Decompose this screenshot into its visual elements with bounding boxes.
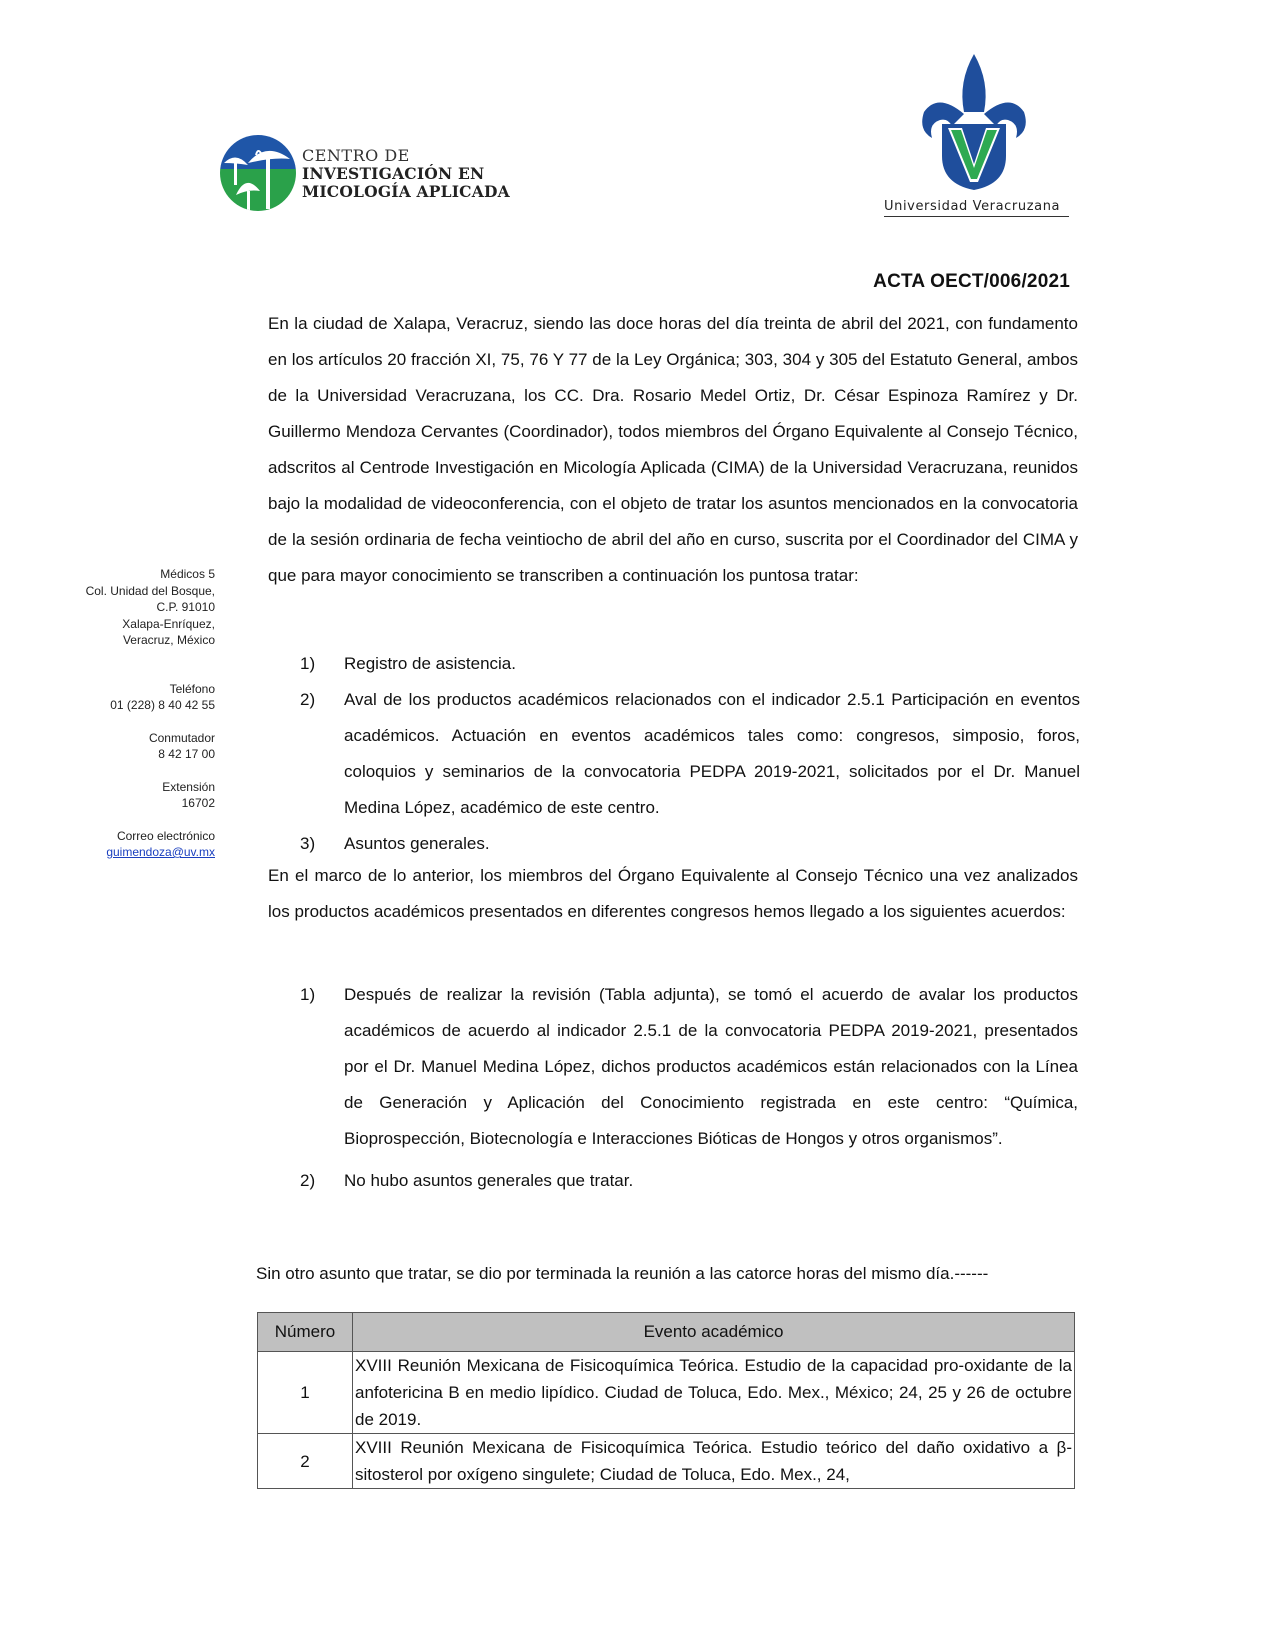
phone-label: Teléfono: [169, 681, 215, 696]
column-header-number: Número: [258, 1313, 353, 1352]
cima-name-line3: MICOLOGÍA APLICADA: [302, 182, 510, 201]
agreement-item: [300, 977, 1078, 1157]
agenda-item: [300, 646, 1080, 682]
uv-name-underline: [884, 216, 1069, 217]
address-line: Médicos 5: [160, 567, 215, 581]
cima-logo: [218, 133, 298, 213]
row-number: 2: [258, 1434, 353, 1489]
email-link[interactable]: guimendoza@uv.mx: [106, 845, 215, 859]
address-line: Xalapa-Enríquez,: [122, 616, 215, 631]
switchboard-value: 8 42 17 00: [158, 747, 215, 761]
table-row: [258, 1434, 1075, 1489]
extension-label: Extensión: [162, 779, 215, 794]
intro-paragraph: En la ciudad de Xalapa, Veracruz, siendo las doce horas del día treinta de abril del 2021, con fundamento en los artículos 20 fracción XI, 75, 76 Y 77 de la Ley Orgánica; 303, 304 y 305 del Estatuto General, ambos de la Universidad Veracruzana, los CC. Dra. Rosario Medel Ortiz, Dr. César Espinoza Ramírez y Dr. Guillermo Mendoza Cervantes (Coordinador), todos miembros del Órgano Equivalente al Consejo Técnico, adscritos al Centrode Investigación en Micología Aplicada (CIMA) de la Universidad Veracruzana, reunidos bajo la modalidad de videoconferencia, con el objeto de tratar los asuntos mencionados en la convocatoria de la sesión ordinaria de fecha veintiocho de abril del año en curso, suscrita por el Coordinador del CIMA y que para mayor conocimiento se transcriben a continuación los puntosa tratar:: [268, 314, 1078, 585]
agreements-intro-paragraph: En el marco de lo anterior, los miembros del Órgano Equivalente al Consejo Técnico una vez analizados los productos académicos presentados en diferentes congresos hemos llegado a los siguientes acuerdos:: [268, 866, 1078, 921]
agenda-item-text: Asuntos generales.: [344, 834, 490, 853]
mushroom-logo-icon: [218, 133, 298, 213]
table-row: [258, 1352, 1075, 1434]
agreement-item: [300, 1163, 1078, 1199]
address-line: Col. Unidad del Bosque,: [85, 583, 215, 598]
column-header-event: Evento académico: [353, 1313, 1075, 1352]
agenda-item: [300, 826, 1080, 862]
closing-statement: Sin otro asunto que tratar, se dio por terminada la reunión a las catorce horas del mismo día.------: [256, 1264, 989, 1283]
agreements-list: [300, 977, 1078, 1199]
cima-name-line1: CENTRO DE: [302, 146, 410, 165]
row-number: 1: [258, 1352, 353, 1434]
uv-name: Universidad Veracruzana: [884, 199, 1061, 214]
agenda-item: [300, 682, 1080, 826]
email-label: Correo electrónico: [116, 828, 215, 843]
agenda-item-text: Registro de asistencia.: [344, 654, 516, 673]
contact-sidebar: [60, 566, 215, 861]
agenda-item-number: 3): [300, 834, 316, 853]
agreement-item-text: Después de realizar la revisión (Tabla adjunta), se tomó el acuerdo de avalar los productos académicos de acuerdo al indicador 2.5.1 de la convocatoria PEDPA 2019-2021, presentados por el Dr. Manuel Medina López, dichos productos académicos están relacionados con la Línea de Generación y Aplicación del Conocimiento registrada en este centro: “Química, Bioprospección, Biotecnología e Interacciones Bióticas de Hongos y otros organismos”.: [344, 985, 1078, 1148]
address-line: Veracruz, México: [122, 633, 215, 647]
cima-name: [302, 147, 510, 201]
agenda-item-text: Aval de los productos académicos relacionados con el indicador 2.5.1 Participación en eventos académicos. Actuación en eventos académicos tales como: congresos, simposio, foros, coloquios y seminarios de la convocatoria PEDPA 2019-2021, solicitados por el Dr. Manuel Medina López, académico de este centro.: [344, 690, 1080, 817]
row-event: XVIII Reunión Mexicana de Fisicoquímica Teórica. Estudio teórico del daño oxidativo a β-sitosterol por oxígeno singulete; Ciudad de Toluca, Edo. Mex., 24,: [353, 1434, 1075, 1489]
agreement-item-number: 1): [300, 985, 316, 1004]
cima-name-line2: INVESTIGACIÓN EN: [302, 164, 485, 183]
agreement-item-text: No hubo asuntos generales que tratar.: [344, 1171, 634, 1190]
agenda-item-number: 1): [300, 654, 316, 673]
agreement-item-number: 2): [300, 1171, 316, 1190]
agenda-item-number: 2): [300, 690, 316, 709]
agenda-list: [300, 646, 1080, 862]
phone-value: 01 (228) 8 40 42 55: [110, 698, 215, 712]
fleur-de-lis-icon: [918, 52, 1030, 192]
extension-value: 16702: [181, 796, 215, 810]
document-title: ACTA OECT/006/2021: [873, 271, 1070, 292]
switchboard-label: Conmutador: [148, 730, 215, 745]
uv-logo: [918, 52, 1030, 192]
table-header-row: [258, 1313, 1075, 1352]
address-line: C.P. 91010: [156, 600, 215, 614]
events-table: [257, 1312, 1075, 1489]
row-event: XVIII Reunión Mexicana de Fisicoquímica Teórica. Estudio de la capacidad pro-oxidante de la anfotericina B en medio lipídico. Ciudad de Toluca, Edo. Mex., México; 24, 25 y 26 de octubre de 2019.: [353, 1352, 1075, 1434]
